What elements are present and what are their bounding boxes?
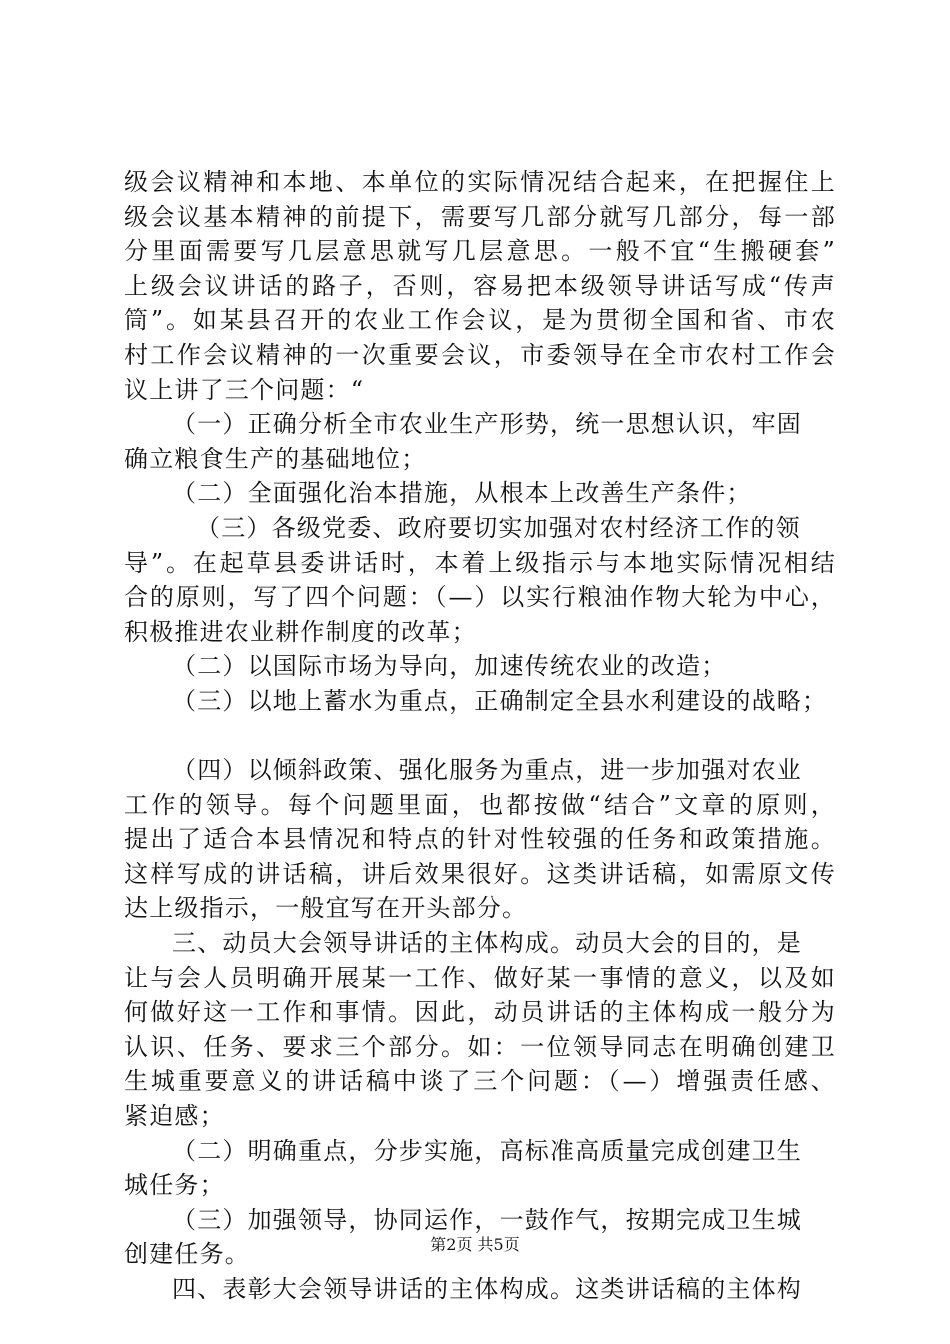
text-line: 这样写成的讲话稿，讲后效果很好。这类讲话稿，如需原文传 — [124, 859, 836, 888]
text-line: 级会议基本精神的前提下，需要写几部分就写几部分，每一部 — [124, 202, 836, 231]
text-line: （四）以倾斜政策、强化服务为重点，进一步加强对农业 — [172, 756, 802, 785]
text-line: 三、动员大会领导讲话的主体构成。动员大会的目的，是 — [172, 929, 802, 958]
text-line: 提出了适合本县情况和特点的针对性较强的任务和政策措施。 — [124, 825, 836, 854]
text-line: （二）以国际市场为导向，加速传统农业的改造； — [172, 652, 727, 681]
text-line: 城任务； — [124, 1171, 225, 1200]
text-line: （二）全面强化治本措施，从根本上改善生产条件； — [172, 479, 752, 508]
page-footer: 第2页 共5页 — [430, 1235, 520, 1254]
text-line: 四、表彰大会领导讲话的主体构成。这类讲话稿的主体构 — [172, 1275, 802, 1303]
text-line: 何做好这一工作和事情。因此，动员讲话的主体构成一般分为 — [124, 998, 836, 1027]
text-line: 确立粮食生产的基础地位； — [124, 444, 427, 473]
text-line: 让与会人员明确开展某一工作、做好某一事情的意义，以及如 — [124, 963, 836, 992]
text-line: 达上级指示，一般宜写在开头部分。 — [124, 894, 528, 923]
text-line: 上级会议讲话的路子，否则，容易把本级领导讲话写成“传声 — [124, 271, 836, 300]
text-line: （三）各级党委、政府要切实加强对农村经济工作的领 — [196, 513, 801, 542]
text-line: 认识、任务、要求三个部分。如：一位领导同志在明确创建卫 — [124, 1032, 836, 1061]
text-line: 导”。在起草县委讲话时，本着上级指示与本地实际情况相结 — [124, 548, 836, 577]
text-line: 紧迫感； — [124, 1102, 225, 1131]
text-line: （二）明确重点，分步实施，高标准高质量完成创建卫生 — [172, 1136, 802, 1165]
text-line: 创建任务。 — [124, 1240, 250, 1269]
text-line: 村工作会议精神的一次重要会议，市委领导在全市农村工作会 — [124, 340, 836, 369]
text-line: 生城重要意义的讲话稿中谈了三个问题：（—）增强责任感、 — [124, 1067, 836, 1096]
text-line: 筒”。如某县召开的农业工作会议，是为贯彻全国和省、市农 — [124, 306, 836, 335]
text-line: 级会议精神和本地、本单位的实际情况结合起来，在把握住上 — [124, 168, 836, 196]
text-line: 合的原则，写了四个问题：（—）以实行粮油作物大轮为中心， — [124, 583, 836, 612]
text-line: （一）正确分析全市农业生产形势，统一思想认识，牢固 — [172, 410, 802, 439]
text-line: 工作的领导。每个问题里面，也都按做“结合”文章的原则， — [124, 790, 836, 819]
text-line: （三）以地上蓄水为重点，正确制定全县水利建设的战略； — [172, 686, 828, 715]
text-line: 分里面需要写几层意思就写几层意思。一般不宜“生搬硬套” — [124, 237, 836, 266]
text-line: 积极推进农业耕作制度的改革； — [124, 617, 477, 646]
paragraph-gap — [124, 719, 836, 754]
body-text — [124, 165, 836, 1307]
text-line: （三）加强领导，协同运作，一鼓作气，按期完成卫生城 — [172, 1205, 802, 1234]
text-line: 议上讲了三个问题：“ — [124, 375, 365, 404]
